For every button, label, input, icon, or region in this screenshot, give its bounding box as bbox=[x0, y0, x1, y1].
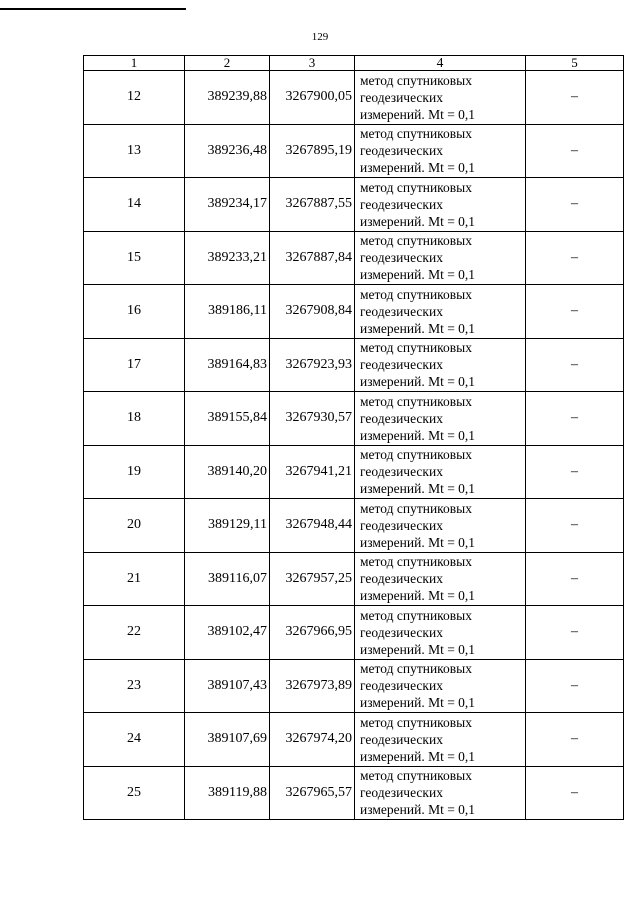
table-row bbox=[84, 124, 624, 178]
point-number-cell: 13 bbox=[84, 124, 185, 178]
column-5-cell: – bbox=[526, 231, 624, 285]
table-header bbox=[84, 56, 624, 71]
method-text-line: измерений. Mt = 0,1 bbox=[360, 641, 476, 657]
table-row bbox=[84, 499, 624, 553]
y-coordinate-cell: 3267957,25 bbox=[270, 552, 355, 606]
method-text-line: геодезических bbox=[360, 357, 443, 373]
table-row bbox=[84, 713, 624, 767]
column-5-cell: – bbox=[526, 124, 624, 178]
method-text-line: метод спутниковых bbox=[360, 447, 472, 463]
method-text-line: геодезических bbox=[360, 731, 443, 747]
column-5-cell: – bbox=[526, 338, 624, 392]
point-number-cell: 22 bbox=[84, 606, 185, 660]
table-row bbox=[84, 606, 624, 660]
y-coordinate-cell: 3267974,20 bbox=[270, 713, 355, 767]
method-text-line: метод спутниковых bbox=[360, 340, 472, 356]
column-5-cell: – bbox=[526, 606, 624, 660]
table-body bbox=[84, 71, 624, 820]
table-row bbox=[84, 285, 624, 339]
x-coordinate-cell: 389107,69 bbox=[185, 713, 270, 767]
method-cell bbox=[355, 606, 526, 660]
method-text-line: метод спутниковых bbox=[360, 607, 472, 623]
header-col-1: 1 bbox=[84, 56, 185, 71]
y-coordinate-cell: 3267908,84 bbox=[270, 285, 355, 339]
method-text-line: метод спутниковых bbox=[360, 554, 472, 570]
y-coordinate-cell: 3267965,57 bbox=[270, 766, 355, 820]
method-text-line: метод спутниковых bbox=[360, 286, 472, 302]
x-coordinate-cell: 389155,84 bbox=[185, 392, 270, 446]
method-text-line: геодезических bbox=[360, 250, 443, 266]
method-text-line: метод спутниковых bbox=[360, 393, 472, 409]
header-col-2: 2 bbox=[185, 56, 270, 71]
method-cell bbox=[355, 659, 526, 713]
method-cell bbox=[355, 178, 526, 232]
y-coordinate-cell: 3267887,55 bbox=[270, 178, 355, 232]
method-text-line: измерений. Mt = 0,1 bbox=[360, 695, 476, 711]
method-cell bbox=[355, 285, 526, 339]
column-5-cell: – bbox=[526, 445, 624, 499]
method-text-line: измерений. Mt = 0,1 bbox=[360, 267, 476, 283]
method-text-line: метод спутниковых bbox=[360, 661, 472, 677]
point-number-cell: 17 bbox=[84, 338, 185, 392]
x-coordinate-cell: 389236,48 bbox=[185, 124, 270, 178]
method-cell bbox=[355, 499, 526, 553]
method-text-line: геодезических bbox=[360, 303, 443, 319]
page-number: 129 bbox=[311, 31, 329, 43]
method-text-line: измерений. Mt = 0,1 bbox=[360, 320, 476, 336]
method-text-line: измерений. Mt = 0,1 bbox=[360, 106, 476, 122]
column-5-cell: – bbox=[526, 71, 624, 125]
method-cell bbox=[355, 231, 526, 285]
method-cell bbox=[355, 392, 526, 446]
table-row bbox=[84, 445, 624, 499]
method-text-line: измерений. Mt = 0,1 bbox=[360, 427, 476, 443]
table-row bbox=[84, 178, 624, 232]
y-coordinate-cell: 3267923,93 bbox=[270, 338, 355, 392]
x-coordinate-cell: 389140,20 bbox=[185, 445, 270, 499]
x-coordinate-cell: 389116,07 bbox=[185, 552, 270, 606]
header-col-3: 3 bbox=[270, 56, 355, 71]
x-coordinate-cell: 389234,17 bbox=[185, 178, 270, 232]
point-number-cell: 14 bbox=[84, 178, 185, 232]
top-rule-line bbox=[0, 8, 186, 10]
point-number-cell: 25 bbox=[84, 766, 185, 820]
y-coordinate-cell: 3267966,95 bbox=[270, 606, 355, 660]
method-text-line: геодезических bbox=[360, 678, 443, 694]
x-coordinate-cell: 389107,43 bbox=[185, 659, 270, 713]
method-cell bbox=[355, 124, 526, 178]
table-row bbox=[84, 392, 624, 446]
point-number-cell: 24 bbox=[84, 713, 185, 767]
method-text-line: метод спутниковых bbox=[360, 768, 472, 784]
method-text-line: метод спутниковых bbox=[360, 126, 472, 142]
method-text-line: метод спутниковых bbox=[360, 233, 472, 249]
column-5-cell: – bbox=[526, 713, 624, 767]
method-text-line: измерений. Mt = 0,1 bbox=[360, 213, 476, 229]
method-text-line: метод спутниковых bbox=[360, 714, 472, 730]
method-text-line: измерений. Mt = 0,1 bbox=[360, 588, 476, 604]
column-5-cell: – bbox=[526, 552, 624, 606]
method-text-line: измерений. Mt = 0,1 bbox=[360, 160, 476, 176]
method-cell bbox=[355, 445, 526, 499]
x-coordinate-cell: 389129,11 bbox=[185, 499, 270, 553]
x-coordinate-cell: 389164,83 bbox=[185, 338, 270, 392]
y-coordinate-cell: 3267930,57 bbox=[270, 392, 355, 446]
point-number-cell: 16 bbox=[84, 285, 185, 339]
table-row bbox=[84, 71, 624, 125]
method-text-line: измерений. Mt = 0,1 bbox=[360, 374, 476, 390]
table-row bbox=[84, 338, 624, 392]
column-5-cell: – bbox=[526, 285, 624, 339]
method-cell bbox=[355, 713, 526, 767]
method-text-line: геодезических bbox=[360, 571, 443, 587]
y-coordinate-cell: 3267973,89 bbox=[270, 659, 355, 713]
method-cell bbox=[355, 552, 526, 606]
method-text-line: измерений. Mt = 0,1 bbox=[360, 748, 476, 764]
method-text-line: метод спутниковых bbox=[360, 179, 472, 195]
method-text-line: измерений. Mt = 0,1 bbox=[360, 534, 476, 550]
method-text-line: измерений. Mt = 0,1 bbox=[360, 802, 476, 818]
table-row bbox=[84, 552, 624, 606]
method-cell bbox=[355, 766, 526, 820]
point-number-cell: 21 bbox=[84, 552, 185, 606]
method-text-line: метод спутниковых bbox=[360, 72, 472, 88]
method-text-line: геодезических bbox=[360, 464, 443, 480]
point-number-cell: 12 bbox=[84, 71, 185, 125]
method-text-line: измерений. Mt = 0,1 bbox=[360, 481, 476, 497]
point-number-cell: 19 bbox=[84, 445, 185, 499]
y-coordinate-cell: 3267941,21 bbox=[270, 445, 355, 499]
method-text-line: геодезических bbox=[360, 785, 443, 801]
x-coordinate-cell: 389102,47 bbox=[185, 606, 270, 660]
header-col-5: 5 bbox=[526, 56, 624, 71]
method-text-line: геодезических bbox=[360, 196, 443, 212]
column-5-cell: – bbox=[526, 392, 624, 446]
method-text-line: геодезических bbox=[360, 410, 443, 426]
coordinates-table bbox=[83, 55, 624, 820]
column-5-cell: – bbox=[526, 178, 624, 232]
table-row bbox=[84, 766, 624, 820]
y-coordinate-cell: 3267895,19 bbox=[270, 124, 355, 178]
point-number-cell: 23 bbox=[84, 659, 185, 713]
method-text-line: метод спутниковых bbox=[360, 500, 472, 516]
method-text-line: геодезических bbox=[360, 517, 443, 533]
header-col-4: 4 bbox=[355, 56, 526, 71]
column-5-cell: – bbox=[526, 499, 624, 553]
x-coordinate-cell: 389239,88 bbox=[185, 71, 270, 125]
x-coordinate-cell: 389119,88 bbox=[185, 766, 270, 820]
point-number-cell: 20 bbox=[84, 499, 185, 553]
method-text-line: геодезических bbox=[360, 624, 443, 640]
table-row bbox=[84, 659, 624, 713]
x-coordinate-cell: 389186,11 bbox=[185, 285, 270, 339]
column-5-cell: – bbox=[526, 766, 624, 820]
method-text-line: геодезических bbox=[360, 143, 443, 159]
header-row bbox=[84, 56, 624, 71]
y-coordinate-cell: 3267948,44 bbox=[270, 499, 355, 553]
y-coordinate-cell: 3267900,05 bbox=[270, 71, 355, 125]
point-number-cell: 15 bbox=[84, 231, 185, 285]
table-row bbox=[84, 231, 624, 285]
method-cell bbox=[355, 71, 526, 125]
y-coordinate-cell: 3267887,84 bbox=[270, 231, 355, 285]
point-number-cell: 18 bbox=[84, 392, 185, 446]
x-coordinate-cell: 389233,21 bbox=[185, 231, 270, 285]
method-text-line: геодезических bbox=[360, 89, 443, 105]
column-5-cell: – bbox=[526, 659, 624, 713]
method-cell bbox=[355, 338, 526, 392]
